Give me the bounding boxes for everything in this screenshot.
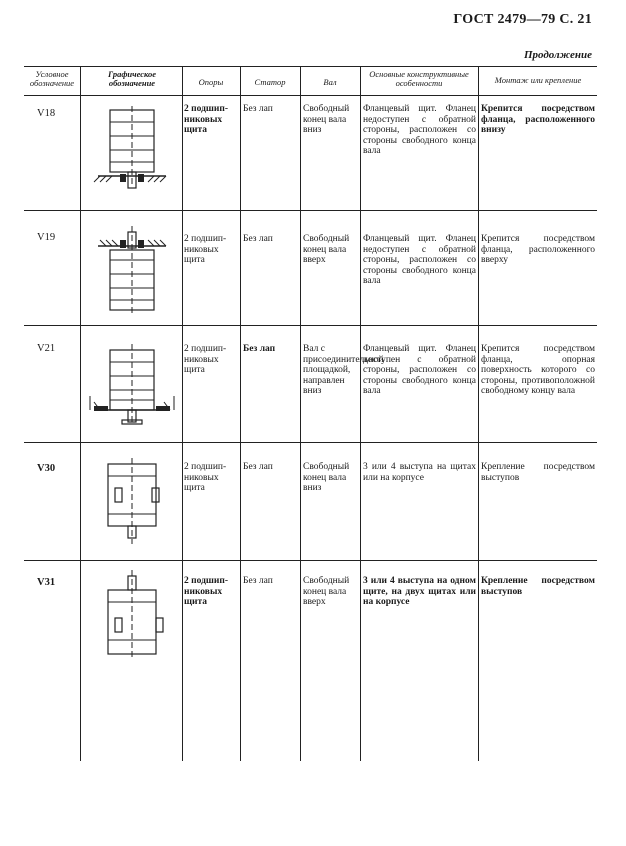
col-header-stator: Статор xyxy=(254,77,286,87)
features-cell: 3 или 4 выступа на щитах или на корпусе xyxy=(363,462,476,483)
supports-cell: 2 подшип-никовых щита xyxy=(184,344,227,375)
column-rule xyxy=(478,66,479,761)
supports-cell: 2 подшип-никовых щита xyxy=(184,234,227,265)
stator-cell: Без лап xyxy=(243,462,273,472)
column-rule xyxy=(300,66,301,761)
stator-cell: Без лап xyxy=(243,104,273,114)
designation-code: V21 xyxy=(37,343,56,354)
column-rule xyxy=(80,66,81,761)
header-bottom-rule xyxy=(24,95,597,96)
mounting-cell: Крепится посредством фланца, расположенного вверху xyxy=(481,234,595,265)
column-rule xyxy=(240,66,241,761)
continuation-label: Продолжение xyxy=(523,49,592,61)
designation-code: V19 xyxy=(37,232,56,243)
designation-code: V30 xyxy=(37,463,56,474)
motor-v19-icon xyxy=(84,222,180,317)
col-header-mounting: Монтаж или крепление xyxy=(494,75,582,85)
designation-code: V18 xyxy=(37,108,56,119)
col-header-features: Основные конструктивные особенности xyxy=(369,69,469,89)
stator-cell: Без лап xyxy=(243,234,273,244)
designation-code: V31 xyxy=(37,577,56,588)
mounting-cell: Крепление посредством выступов xyxy=(481,462,595,483)
row-divider xyxy=(24,210,597,211)
column-rule xyxy=(360,66,361,761)
document-header: ГОСТ 2479—79 С. 21 xyxy=(453,12,592,27)
row-divider xyxy=(24,442,597,443)
motor-v31-icon xyxy=(84,566,180,666)
col-header-symbol: Графическое обозначение xyxy=(107,69,157,89)
shaft-cell: Свободный конец вала вверх xyxy=(303,576,350,607)
mounting-cell: Крепится посредством фланца, расположенного внизу xyxy=(481,104,595,135)
motor-v18-icon xyxy=(84,100,180,195)
features-cell: 3 или 4 выступа на одном щите, на двух щитах или на корпусе xyxy=(363,576,476,607)
features-cell: Фланцевый щит. Фланец недоступен с обратной стороны, расположен со стороны свободного конца вала xyxy=(363,104,476,156)
supports-cell: 2 подшип-никовых щита xyxy=(184,576,229,607)
stator-cell: Без лап xyxy=(243,576,273,586)
shaft-cell: Вал с присоединительной площадкой, направлен вниз xyxy=(303,344,384,396)
supports-cell: 2 подшип-никовых щита xyxy=(184,462,227,493)
shaft-cell: Свободный конец вала вниз xyxy=(303,104,350,135)
shaft-cell: Свободный конец вала вниз xyxy=(303,462,350,493)
supports-cell: 2 подшип-никовых щита xyxy=(184,104,229,135)
col-header-supports: Опоры xyxy=(198,77,224,87)
motor-v21-icon xyxy=(84,336,180,434)
column-rule xyxy=(182,66,183,761)
motor-v30-icon xyxy=(84,452,180,552)
shaft-cell: Свободный конец вала вверх xyxy=(303,234,350,265)
features-cell: Фланцевый щит. Фланец доступен с обратной стороны, расположен со стороны свободного конца вала xyxy=(363,344,476,396)
mounting-cell: Крепление посредством выступов xyxy=(481,576,595,597)
row-divider xyxy=(24,560,597,561)
col-header-shaft: Вал xyxy=(323,77,337,87)
row-divider xyxy=(24,325,597,326)
stator-cell: Без лап xyxy=(243,344,276,354)
features-cell: Фланцевый щит. Фланец недоступен с обратной стороны, расположен со стороны свободного конца вала xyxy=(363,234,476,286)
mounting-cell: Крепится посредством фланца, опорная поверхность которого со стороны, противоположной свободному концу вала xyxy=(481,344,595,396)
table-top-rule xyxy=(24,66,597,67)
col-header-code: Условное обозначение xyxy=(29,69,75,89)
